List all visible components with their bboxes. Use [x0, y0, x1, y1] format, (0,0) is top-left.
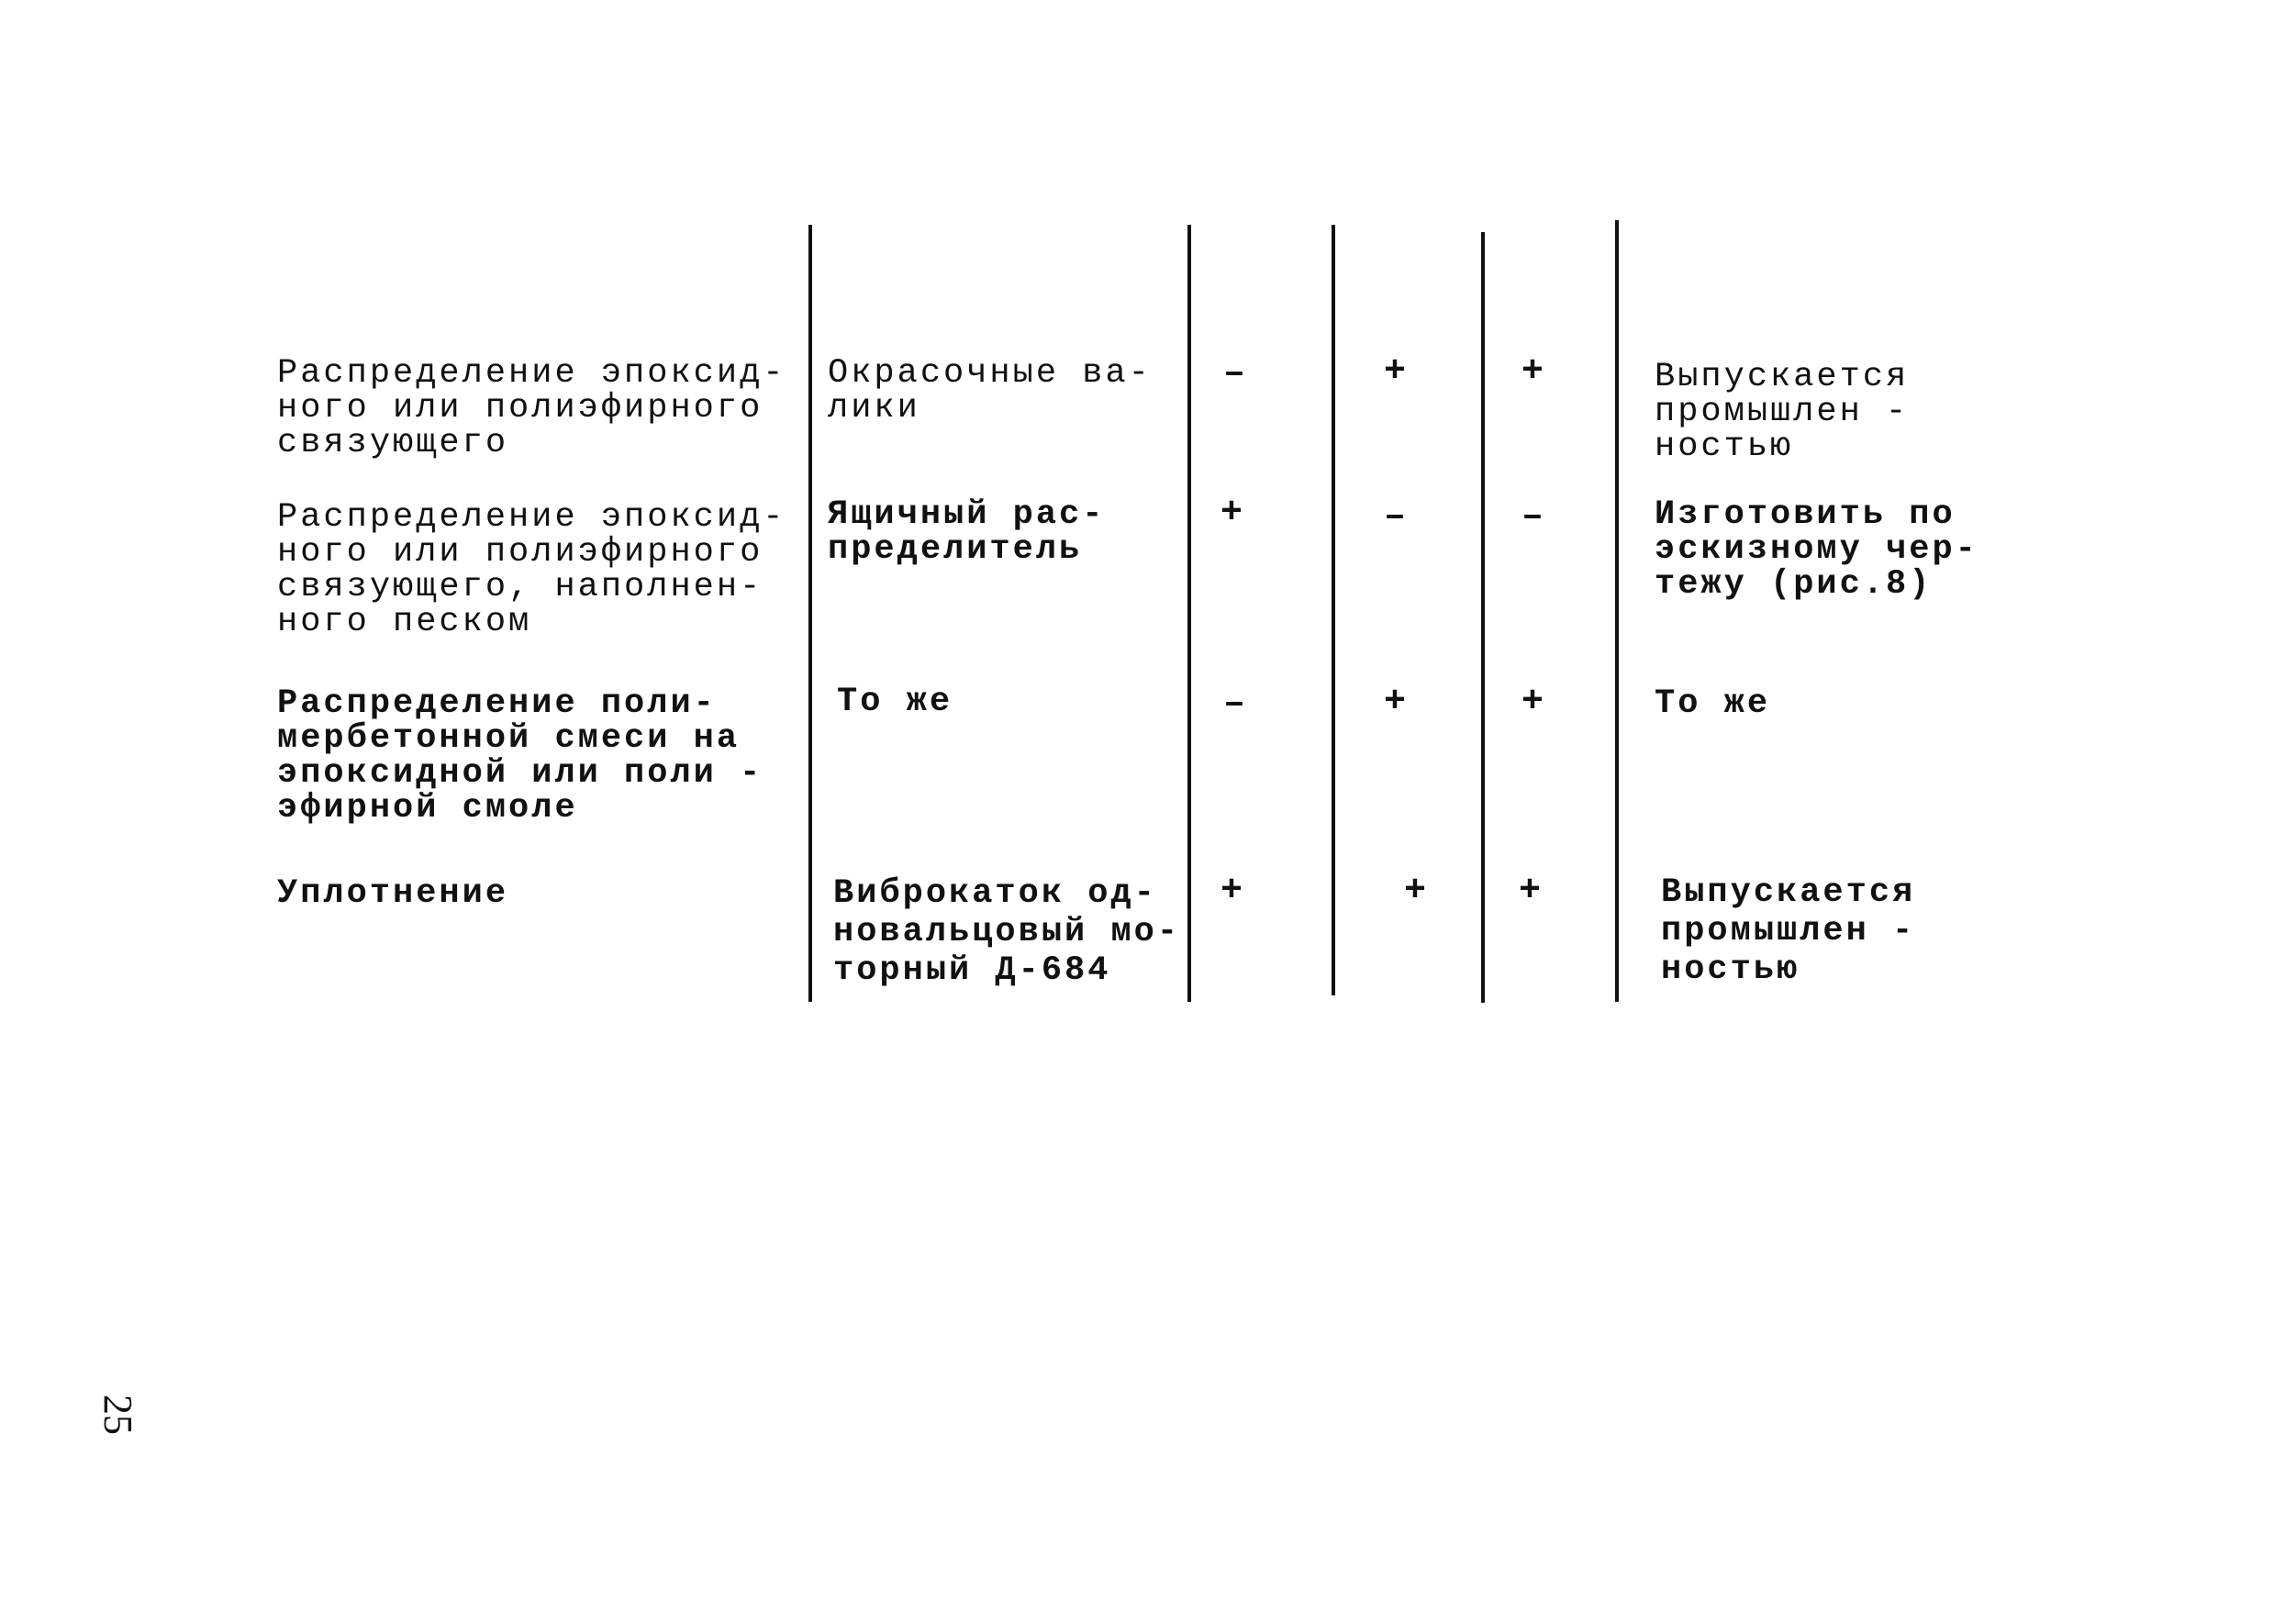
row-4-work: Уплотнение — [277, 874, 509, 913]
row-2-col-1-mark: + — [1220, 493, 1243, 534]
row-1-col-3-mark: + — [1521, 351, 1544, 393]
row-3-col-3-mark: + — [1521, 682, 1544, 723]
row-1-col-1-mark: – — [1222, 353, 1245, 394]
row-1-work: Распределение эпоксид- ного или полиэфирного связующего — [277, 354, 786, 462]
row-2-note: Изготовить по эскизному чер- тежу (рис.8) — [1655, 495, 1978, 604]
row-4-note: Выпускается промышлен - ностью — [1661, 873, 1916, 989]
row-4-tool: Виброкаток од- новальцовый мо- торный Д-684 — [833, 874, 1181, 990]
row-2-col-2-mark: – — [1383, 496, 1406, 538]
row-2-work: Распределение эпоксид- ного или полиэфирного связующего, наполнен- ного песком — [277, 498, 786, 641]
column-rule-1 — [808, 225, 812, 1002]
row-2-tool: Ящичный рас- пределитель — [828, 495, 1106, 569]
row-3-col-1-mark: – — [1222, 683, 1245, 725]
row-3-tool: То же — [837, 683, 953, 721]
row-3-note: То же — [1655, 684, 1771, 723]
row-1-note: Выпускается промышлен - ностью — [1655, 358, 1910, 466]
column-rule-3 — [1332, 225, 1335, 995]
row-4-col-3-mark: + — [1518, 871, 1541, 912]
row-1-col-2-mark: + — [1383, 351, 1406, 393]
row-1-tool: Окрасочные ва- лики — [828, 354, 1152, 428]
row-4-col-2-mark: + — [1403, 871, 1426, 912]
row-2-col-3-mark: – — [1521, 496, 1544, 538]
column-rule-5 — [1615, 220, 1619, 1002]
row-3-col-2-mark: + — [1383, 682, 1406, 723]
row-3-work: Распределение поли- мербетонной смеси на эпоксидной или поли - эфирной смоле — [277, 684, 763, 828]
column-rule-4 — [1481, 232, 1485, 1003]
row-4-col-1-mark: + — [1220, 871, 1243, 912]
page-number: 25 — [95, 1394, 140, 1435]
